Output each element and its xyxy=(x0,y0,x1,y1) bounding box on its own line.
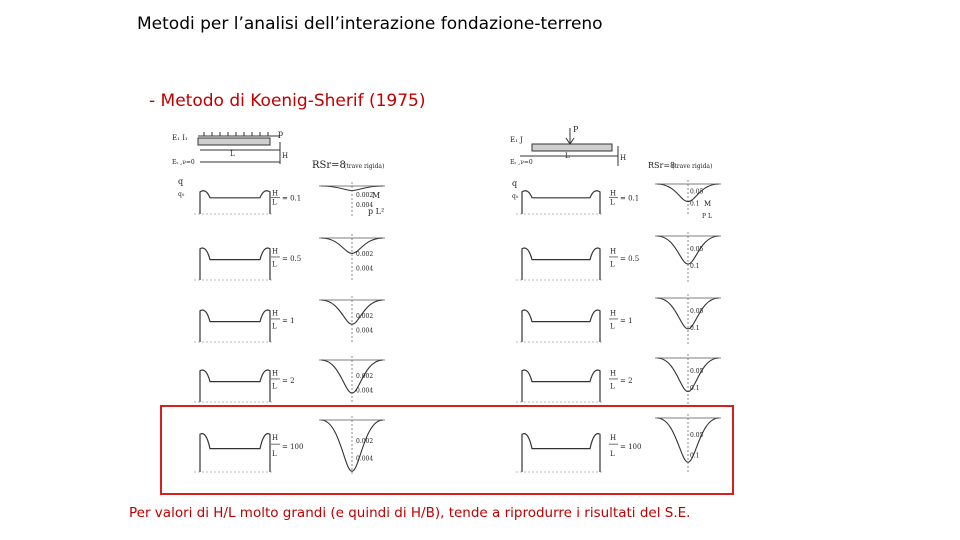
right-moment-tick-b-1: 0.1 xyxy=(690,200,700,208)
right-hl-value-4: = 2 xyxy=(620,376,633,385)
right-ev-label: Eₛ ,ν=0 xyxy=(510,159,533,166)
right-hl-num-3: H xyxy=(610,309,617,318)
left-h-label: H xyxy=(282,152,289,160)
left-hl-den-3: L xyxy=(272,322,277,331)
left-hl-num-5: H xyxy=(272,434,279,443)
left-pressure-curve-3 xyxy=(200,310,270,342)
left-hl-den-5: L xyxy=(272,449,277,458)
left-hl-den-1: L xyxy=(272,198,277,207)
right-hl-value-1: = 0.1 xyxy=(620,194,640,203)
right-hl-den-4: L xyxy=(610,382,615,391)
left-moment-tick-a-4: 0.002 xyxy=(356,373,374,380)
right-hl-value-2: = 0.5 xyxy=(620,254,640,263)
right-hl-num-1: H xyxy=(610,189,617,198)
left-moment-tick-a-1: 0.002 xyxy=(356,192,374,199)
left-moment-tick-a-5: 0.002 xyxy=(356,438,374,445)
right-moment-tick-a-4: 0.05 xyxy=(690,368,704,376)
left-moment-tick-b-4: 0.004 xyxy=(356,387,374,395)
left-rsr-label: RSr=8 xyxy=(312,160,346,171)
left-moment-tick-a-3: 0.002 xyxy=(356,313,374,320)
right-pressure-curve-3 xyxy=(522,310,600,342)
right-p-label: P xyxy=(573,125,579,134)
left-hl-value-1: = 0.1 xyxy=(282,194,302,203)
left-q-label: q xyxy=(178,177,184,186)
left-hl-value-4: = 2 xyxy=(282,376,295,385)
left-p-label: p xyxy=(278,129,284,138)
right-moment-tick-b-4: 0.1 xyxy=(690,385,700,392)
slide-subtitle: - Metodo di Koenig-Sherif (1975) xyxy=(149,91,426,111)
left-hl-num-1: H xyxy=(272,189,279,198)
right-moment-tick-b-2: 0.1 xyxy=(690,263,700,270)
right-hl-den-1: L xyxy=(610,198,615,207)
left-pressure-curve-1 xyxy=(200,191,270,214)
right-hl-value-5: = 100 xyxy=(620,442,642,451)
right-hl-den-5: L xyxy=(610,449,615,458)
right-moment-tick-a-1: 0.05 xyxy=(690,188,704,196)
left-m-label: M xyxy=(372,191,381,200)
left-m-den: p L² xyxy=(368,207,385,216)
right-moment-tick-b-5: 0.1 xyxy=(690,452,700,460)
left-moment-tick-b-2: 0.004 xyxy=(356,265,374,273)
right-hl-value-3: = 1 xyxy=(620,316,633,325)
right-rsr-label: RSr=8 xyxy=(648,161,676,170)
right-h-label: H xyxy=(620,154,627,162)
right-moment-tick-b-3: 0.1 xyxy=(690,325,700,332)
left-pressure-curve-4 xyxy=(200,370,270,402)
left-moment-tick-b-3: 0.004 xyxy=(356,327,374,335)
left-moment-tick-b-1: 0.004 xyxy=(356,202,374,210)
right-l-label: L xyxy=(565,152,570,160)
right-m-label: M xyxy=(704,200,712,208)
right-q0-label: q₀ xyxy=(512,193,519,200)
right-hl-num-5: H xyxy=(610,434,617,443)
right-m-den: P L xyxy=(702,213,712,220)
right-hl-den-2: L xyxy=(610,260,615,269)
right-moment-tick-a-3: 0.05 xyxy=(690,308,704,316)
right-ei-label: E₁ J xyxy=(510,136,523,144)
right-hl-num-2: H xyxy=(610,247,617,256)
left-ei-label: E₁ I₁ xyxy=(172,134,188,142)
right-rsr-note: (trave rigida) xyxy=(672,163,713,170)
right-q-label: q xyxy=(512,179,518,188)
left-hl-den-4: L xyxy=(272,382,277,391)
highlight-box xyxy=(160,405,734,495)
left-hl-num-4: H xyxy=(272,369,279,378)
left-moment-tick-a-2: 0.002 xyxy=(356,251,374,258)
right-pressure-curve-4 xyxy=(522,370,600,402)
right-moment-tick-a-5: 0.05 xyxy=(690,432,704,440)
left-hl-num-3: H xyxy=(272,309,279,318)
left-hl-value-5: = 100 xyxy=(282,442,304,451)
right-header xyxy=(510,125,712,170)
slide-title: Metodi per l’analisi dell’interazione fondazione-terreno xyxy=(137,14,603,34)
left-header xyxy=(172,129,384,171)
right-hl-den-3: L xyxy=(610,322,615,331)
left-l-label: L xyxy=(230,150,235,158)
left-pressure-curve-2 xyxy=(200,248,270,280)
left-rsr-note: (trave rigida) xyxy=(344,163,385,170)
left-ev-label: Eₛ ,ν=0 xyxy=(172,159,195,166)
right-pressure-curve-1 xyxy=(522,191,600,214)
caption-text: Per valori di H/L molto grandi (e quindi di H/B), tende a riprodurre i risultati del S.E. xyxy=(129,505,691,521)
right-pressure-curve-2 xyxy=(522,248,600,280)
left-hl-num-2: H xyxy=(272,247,279,256)
left-hl-value-3: = 1 xyxy=(282,316,295,325)
left-moment-tick-b-5: 0.004 xyxy=(356,455,374,463)
left-q0-label: q₀ xyxy=(178,191,185,198)
right-hl-num-4: H xyxy=(610,369,617,378)
left-hl-value-2: = 0.5 xyxy=(282,254,302,263)
right-moment-tick-a-2: 0.05 xyxy=(690,246,704,254)
left-hl-den-2: L xyxy=(272,260,277,269)
